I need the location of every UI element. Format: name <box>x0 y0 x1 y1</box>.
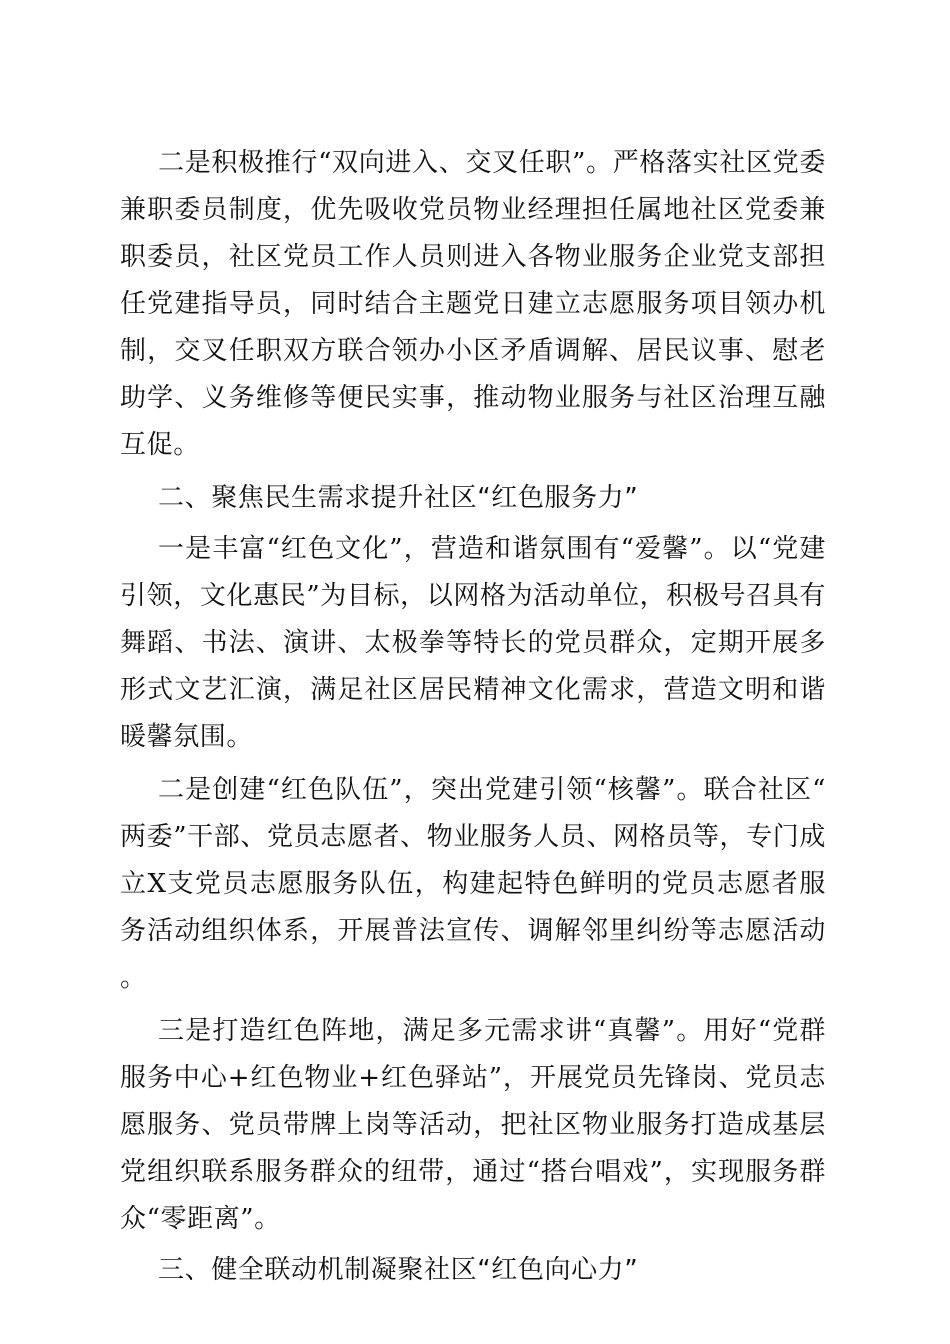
paragraph-red-team <box>120 767 826 1002</box>
document-page <box>120 140 826 1294</box>
paragraph-lead: 二是创建“红色队伍”，突出党建引领“核馨”。 <box>158 775 704 805</box>
paragraph-lead: 二是积极推行“双向进入、交叉任职”。 <box>158 148 613 178</box>
section-heading-3: 三、健全联动机制凝聚社区“红色向心力” <box>158 1255 639 1285</box>
paragraph-body: 联合社区“两委”干部、党员志愿者、物业服务人员、网格员等，专门成立X支党员志愿服务队伍，构建起特色鲜明的党员志愿者服务活动组织体系，开展普法宣传、调解邻里纠纷等志愿活动。 <box>120 775 826 993</box>
paragraph-body: 以“党建引领，文化惠民”为目标，以网格为活动单位，积极号召具有舞蹈、书法、演讲、太极拳等特长的党员群众，定期开展多形式文艺汇演，满足社区居民精神文化需求，营造文明和谐暖馨氛围。 <box>120 534 826 752</box>
paragraph-red-culture <box>120 526 826 761</box>
paragraph-body: 用好“党群服务中心+红色物业+红色驿站”，开展党员先锋岗、党员志愿服务、党员带牌上岗等活动，把社区物业服务打造成基层党组织联系服务群众的纽带，通过“搭台唱戏”，实现服务群众“零距离”。 <box>120 1016 827 1234</box>
section-heading-2: 二、聚焦民生需求提升社区“红色服务力” <box>158 483 639 513</box>
paragraph-red-position <box>120 1008 826 1243</box>
paragraph-lead: 三是打造红色阵地，满足多元需求讲“真馨”。 <box>158 1016 704 1046</box>
paragraph-dual-entry <box>120 140 826 469</box>
paragraph-lead: 一是丰富“红色文化”，营造和谐氛围有“爱馨”。 <box>158 534 731 564</box>
paragraph-body: 严格落实社区党委兼职委员制度，优先吸收党员物业经理担任属地社区党委兼职委员，社区党员工作人员则进入各物业服务企业党支部担任党建指导员，同时结合主题党日建立志愿服务项目领办机制，交叉任职双方联合领办小区矛盾调解、居民议事、慰老助学、义务维修等便民实事，推动物业服务与社区治理互融互促。 <box>120 148 826 460</box>
